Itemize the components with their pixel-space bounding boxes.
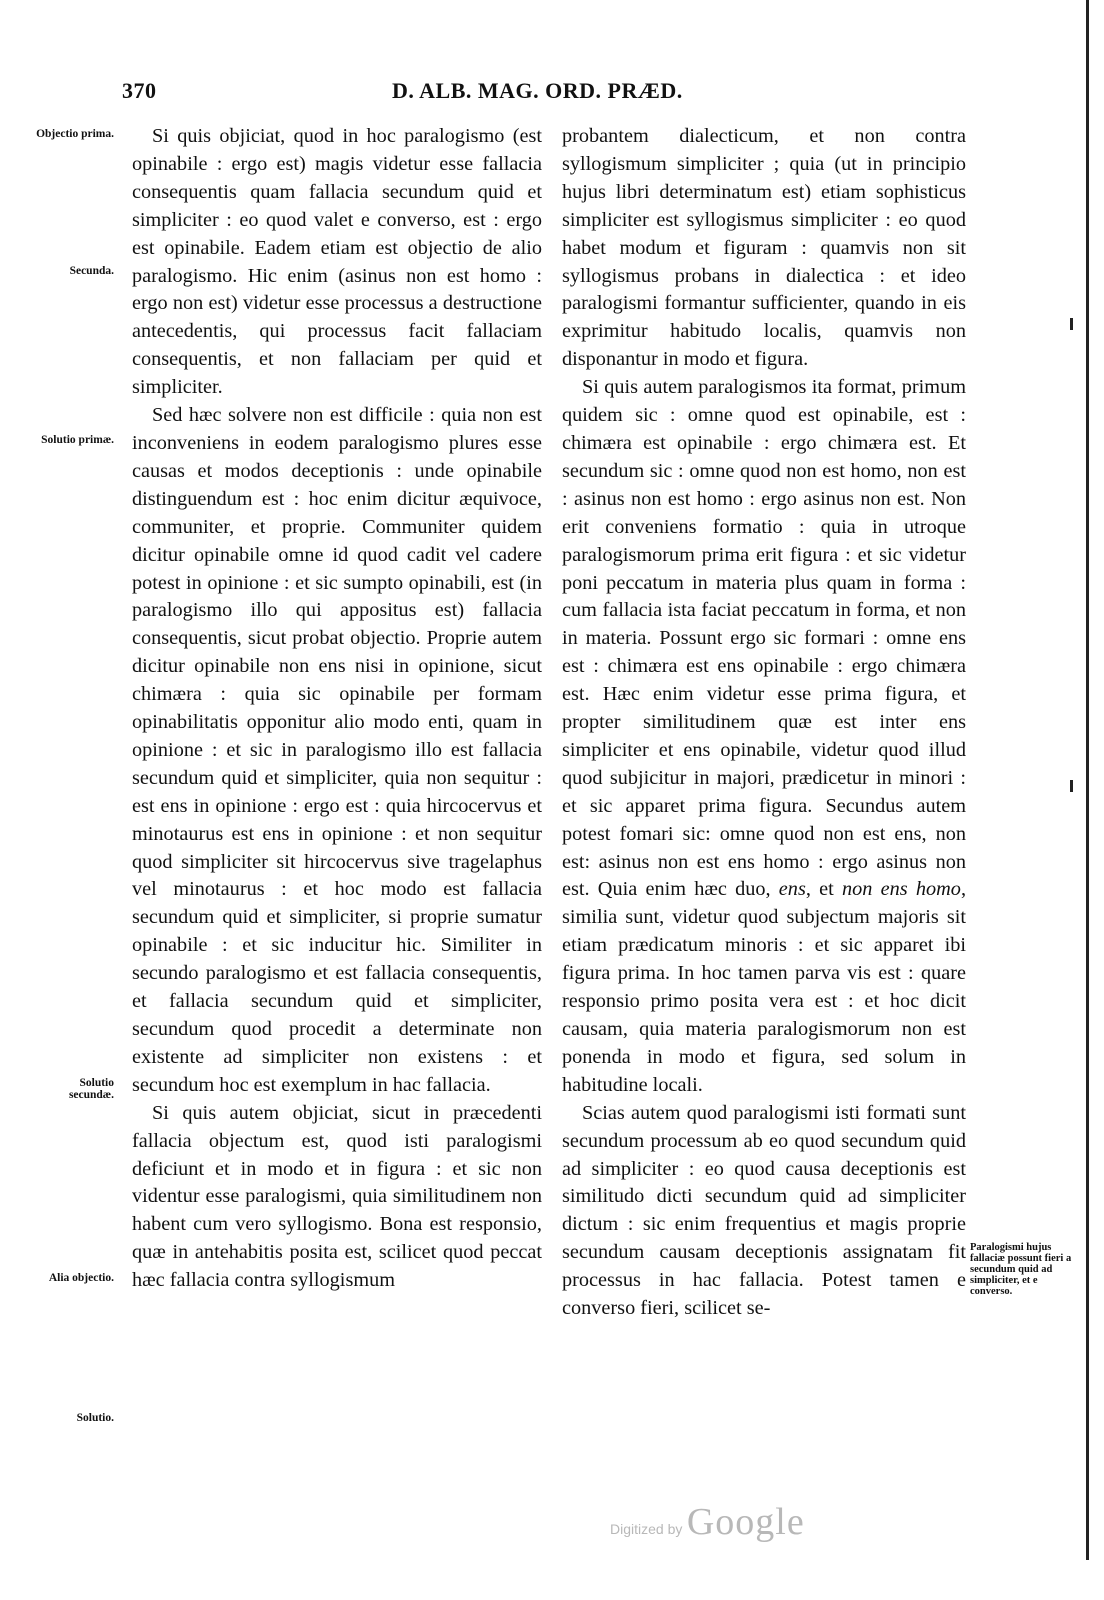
right-paragraph-3: Scias autem quod paralogismi isti formati sunt secundum processum ab eo quod secundum quid ad simpliciter : eo quod causa deceptionis est similitudo dicti secundum quid ad simpliciter dictum : sic enim frequentius et magis proprie secundum causam deceptionis assignatam fit processus in hac fallacia. Potest tamen e converso fieri, scilicet se- xyxy=(562,1101,966,1320)
margin-note-solutio: Solutio. xyxy=(76,1412,114,1424)
page-number: 370 xyxy=(122,78,157,103)
left-paragraph-3: Si quis autem objiciat, sicut in præcedenti fallacia objectum est, quod isti paralogismi deficiunt et in modo et in figura : et sic non videntur esse paralogismi, quia similitudinem non habent cum vero syllogismo. Bona est responsio, quæ in antehabitis posita est, scilicet quod peccat hæc fallacia contra syllogismum xyxy=(132,1101,542,1292)
right-paragraph-2-text-b: , similia sunt, videtur quod subjectum majoris sit etiam prædicatum minoris : et sic apparet ibi figura prima. In hoc tamen parva vis est : quare responsio primo posita vera est : et hoc dicit causam, quia materia paralogismorum non est ponenda in modo et figura, sed solum in habitudine locali. xyxy=(562,878,967,1096)
italic-term-ens: ens xyxy=(778,878,806,901)
right-paragraph-2 xyxy=(562,374,966,1100)
left-paragraph-1: Si quis objiciat, quod in hoc paralogismo (est opinabile : ergo est) magis videtur esse fallacia consequentis quam fallacia secundum quid et simpliciter : eo quod valet e converso, est : ergo est opinabile. Eadem etiam est objectio de alio paralogismo. Hic enim (asinus non est homo : ergo non est) videtur esse processus a destructione antecedentis, qui processus facit fallaciam consequentis, et non fallaciam per quid et simpliciter. xyxy=(132,125,542,399)
margin-note-alia-objectio: Alia objectio. xyxy=(48,1272,114,1284)
page-edge-rule xyxy=(1086,0,1089,1560)
margin-note-solutio-secundae: Solutio secundæ. xyxy=(68,1077,114,1101)
margin-tick-mark xyxy=(1070,780,1073,792)
left-column xyxy=(132,123,542,1295)
margin-note-paralogismi: Paralogismi hujus fallaciæ possunt fieri a secundum quid ad simpliciter, et e converso. xyxy=(970,1242,1072,1297)
margin-note-solutio-primae: Solutio primæ. xyxy=(41,434,114,446)
right-paragraph-1: probantem dialecticum, et non contra syllogismum simpliciter ; quia (ut in principio hujus libri determinatum est) etiam sophisticus simpliciter est syllogismus simpliciter : eo quod habet modum et figuram : quamvis non sit syllogismus probans in dialectica : et ideo paralogismi formantur sufficienter, quando in eis exprimitur habitudo localis, quamvis non disponantur in modo et figura. xyxy=(562,125,966,371)
digitized-by-label: Digitized by xyxy=(610,1521,683,1537)
italic-term-non-ens-homo: non ens homo xyxy=(841,878,961,901)
margin-note-objectio-prima: Objectio prima. xyxy=(36,128,114,140)
right-column xyxy=(562,123,966,1323)
margin-tick-mark xyxy=(1070,318,1073,330)
right-paragraph-2-text-a: Si quis autem paralogismos ita format, primum quidem sic : omne quod est opinabile, est : chimæra est opinabile : ergo chimæra est. Et secundum sic : omne quod non est homo, non est : asinus non est homo : ergo asinus non est. Non erit conveniens formatio : quia in utroque paralogismorum prima erit figura : et sic videtur poni peccatum in materia plus quam in forma : cum fallacia ista faciat peccatum in forma, et non in materia. Possunt ergo sic formari : omne ens est : chimæra est ens opinabile : ergo chimæra est. Hæc enim videtur esse prima figura, et propter similitudinem quæ est inter ens simpliciter et ens opinabile, videtur quod illud quod subjicitur in majori, prædicetur in minori : et sic apparet prima figura. Secundus autem potest fomari sic: omne quod non est ens, non est: asinus non est ens homo : ergo asinus non est. Quia enim hæc duo, xyxy=(562,376,966,901)
digitized-by-google-watermark xyxy=(610,1500,850,1544)
google-logo: Google xyxy=(686,1501,805,1543)
right-paragraph-2-separator: , et xyxy=(805,878,834,901)
left-paragraph-2: Sed hæc solvere non est difficile : quia non est inconveniens in eodem paralogismo plures esse causas et modos deceptionis : unde opinabile distinguendum est : hoc enim dicitur æquivoce, communiter, et proprie. Communiter quidem dicitur opinabile omne id quod cadit vel cadere potest in opinione : et sic sumpto opinabili, est (in paralogismo illo qui appositus est) fallacia consequentis, sicut probat objectio. Proprie autem dicitur opinabile non ens nisi in opinione, sicut chimæra : quia sic opinabile per formam opinabilitatis opponitur alio modo enti, quam in opinione : et sic in paralogismo illo est fallacia secundum quid et simpliciter, quia non sequitur : est ens in opinione : ergo est : quia hircocervus et minotaurus est ens in opinione : et non sequitur quod simpliciter sit hircocervus sive tragelaphus vel minotaurus : et hoc modo est fallacia secundum quid et simpliciter, si proprie sumatur opinabile : et sic inducitur hic. Similiter in secundo paralogismo et est fallacia consequentis, et fallacia secundum quid et simpliciter, secundum quod procedit a determinate non existente ad simpliciter non existens : et secundum hoc est exemplum in hac fallacia. xyxy=(132,404,542,1096)
margin-note-secunda: Secunda. xyxy=(69,265,114,277)
running-head: D. ALB. MAG. ORD. PRÆD. xyxy=(392,78,683,103)
